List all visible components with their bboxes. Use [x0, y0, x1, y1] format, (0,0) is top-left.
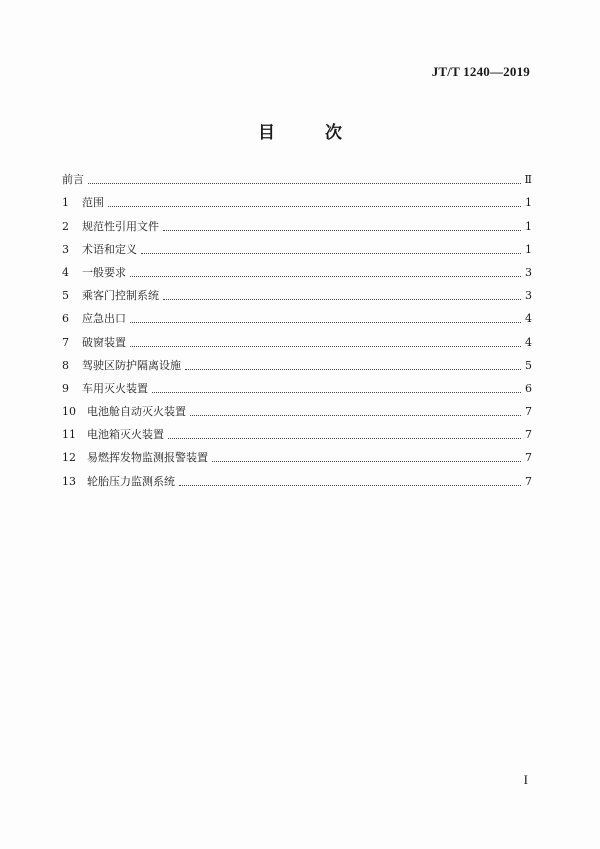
- dot-leader: [163, 298, 521, 300]
- dot-leader: [212, 460, 521, 462]
- toc-entry-6[interactable]: [62, 303, 532, 326]
- toc-entry-number: 5: [62, 289, 69, 303]
- toc-entry-page: 4: [525, 335, 532, 349]
- toc-entry-number: 13: [62, 474, 76, 488]
- dot-leader: [130, 275, 521, 277]
- toc-entry-page: 1: [525, 242, 532, 256]
- toc-entry-2[interactable]: [62, 210, 532, 233]
- toc-entry-text: 术语和定义: [82, 242, 137, 256]
- toc-entry-text: 一般要求: [82, 265, 126, 279]
- toc-entry-page: 3: [525, 265, 532, 279]
- toc-entry-number: 2: [62, 219, 69, 233]
- toc-entry-text: 前言: [62, 173, 84, 187]
- toc-entry-text: 易燃挥发物监测报警装置: [87, 451, 208, 465]
- toc-entry-page: 4: [525, 312, 532, 326]
- dot-leader: [190, 414, 521, 416]
- toc-title: 目 次: [258, 123, 364, 143]
- toc-entry-text: 范围: [82, 196, 104, 210]
- toc-entry-9[interactable]: [62, 373, 532, 396]
- toc-entry-10[interactable]: [62, 396, 532, 419]
- dot-leader: [130, 345, 521, 347]
- toc-entry-page: Ⅱ: [524, 173, 532, 187]
- dot-leader: [185, 368, 521, 370]
- toc-entry-text: 车用灭火装置: [82, 381, 148, 395]
- toc-entry-5[interactable]: [62, 280, 532, 303]
- toc-entry-text: 应急出口: [82, 312, 126, 326]
- dot-leader: [88, 182, 521, 184]
- toc-entry-number: 10: [62, 405, 76, 419]
- toc-entry-page: 7: [525, 474, 532, 488]
- dot-leader: [163, 229, 521, 231]
- toc-entry-page: 6: [525, 381, 532, 395]
- toc-entry-number: 4: [62, 265, 69, 279]
- toc-entry-3[interactable]: [62, 234, 532, 257]
- table-of-contents: [62, 164, 532, 489]
- toc-entry-number: 8: [62, 358, 69, 372]
- dot-leader: [152, 391, 521, 393]
- toc-entry-text: 驾驶区防护隔离设施: [82, 358, 181, 372]
- toc-entry-number: 3: [62, 242, 69, 256]
- toc-entry-4[interactable]: [62, 257, 532, 280]
- toc-entry-page: 3: [525, 289, 532, 303]
- dot-leader: [130, 321, 521, 323]
- page-number: I: [523, 772, 528, 787]
- toc-entry-page: 7: [525, 428, 532, 442]
- toc-entry-page: 1: [525, 196, 532, 210]
- toc-entry-1[interactable]: [62, 187, 532, 210]
- toc-entry-13[interactable]: [62, 465, 532, 488]
- toc-entry-7[interactable]: [62, 326, 532, 349]
- toc-entry-text: 破窗装置: [82, 335, 126, 349]
- toc-entry-11[interactable]: [62, 419, 532, 442]
- toc-entry-number: 6: [62, 312, 69, 326]
- toc-entry-number: 7: [62, 335, 69, 349]
- toc-entry-text: 轮胎压力监测系统: [87, 474, 175, 488]
- dot-leader: [141, 252, 521, 254]
- dot-leader: [168, 437, 521, 439]
- toc-entry-text: 电池舱自动灭火装置: [87, 405, 186, 419]
- toc-entry-number: 9: [62, 381, 69, 395]
- toc-entry-12[interactable]: [62, 442, 532, 465]
- toc-entry-text: 规范性引用文件: [82, 219, 159, 233]
- dot-leader: [179, 484, 521, 486]
- toc-entry-foreword[interactable]: [62, 164, 532, 187]
- toc-entry-page: 7: [525, 405, 532, 419]
- toc-entry-text: 乘客门控制系统: [82, 289, 159, 303]
- toc-entry-page: 5: [525, 358, 532, 372]
- toc-entry-page: 7: [525, 451, 532, 465]
- toc-entry-number: 1: [62, 196, 69, 210]
- toc-entry-number: 11: [62, 428, 76, 442]
- document-code: JT/T 1240—2019: [431, 64, 530, 79]
- toc-entry-8[interactable]: [62, 350, 532, 373]
- dot-leader: [108, 205, 521, 207]
- toc-entry-page: 1: [525, 219, 532, 233]
- toc-entry-number: 12: [62, 451, 76, 465]
- toc-entry-text: 电池箱灭火装置: [87, 428, 164, 442]
